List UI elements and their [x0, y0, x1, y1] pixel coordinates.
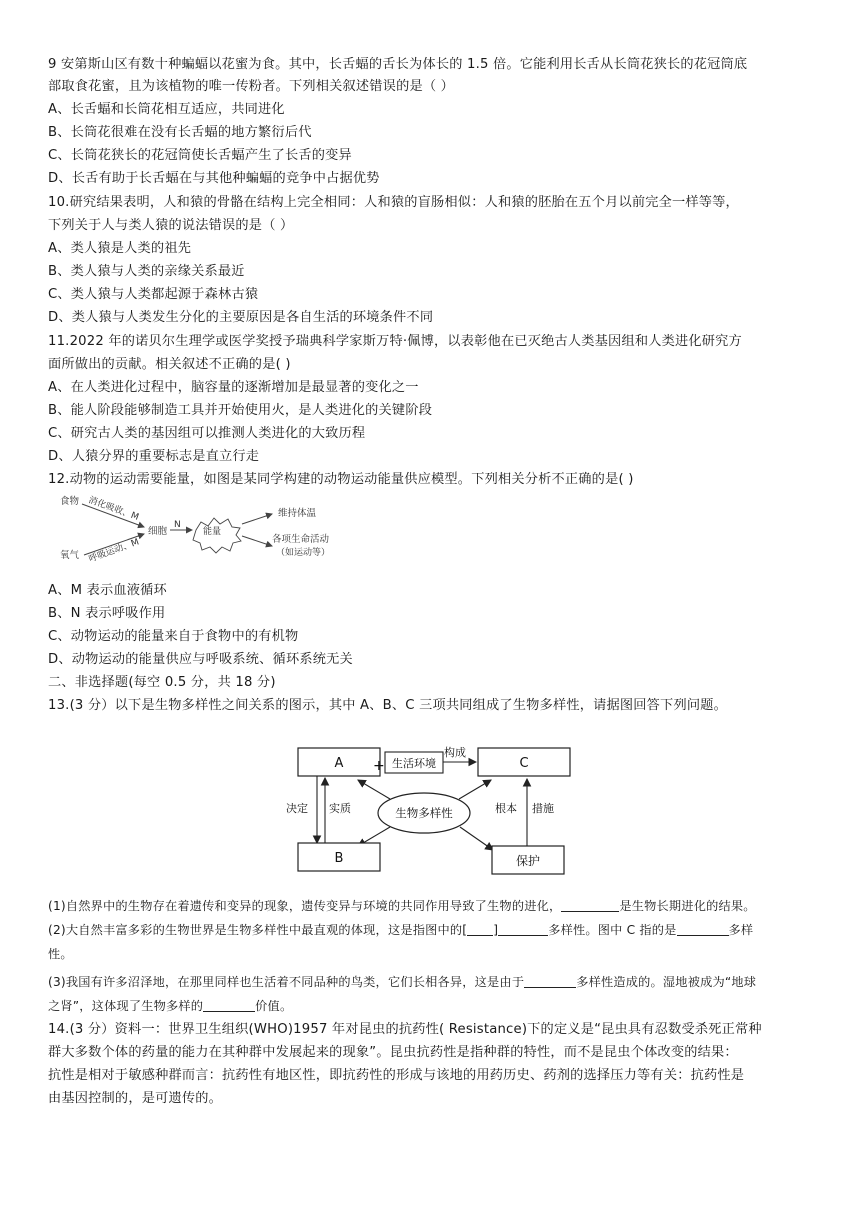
center-to-a-arrow	[358, 780, 390, 799]
q13-sub3-cont	[48, 995, 818, 1017]
q10-option-b: B、类人猿与人类的亲缘关系最近	[48, 264, 245, 279]
measure-label: 措施	[532, 802, 554, 815]
q10-option-c: C、类人猿与人类都起源于森林古猿	[48, 287, 259, 302]
q13-sub3-blank1[interactable]	[524, 973, 576, 988]
q12-stem: 12.动物的运动需要能量，如图是某同学构建的动物运动能量供应模型。下列相关分析不正确的是( )	[48, 472, 634, 487]
q12-option-a: A、M 表示血液循环	[48, 583, 167, 598]
q11-option-c: C、研究古人类的基因组可以推测人类进化的大致历程	[48, 426, 366, 441]
q13-sub2-blank3[interactable]	[677, 921, 729, 936]
box-b-label: B	[334, 851, 344, 866]
compose-label: 构成	[444, 746, 466, 759]
center-to-protect-arrow	[460, 827, 493, 850]
q13-sub1	[48, 895, 818, 917]
protect-label: 保护	[515, 854, 541, 868]
q11-stem-line2: 面所做出的贡献。相关叙述不正确的是( )	[48, 357, 291, 372]
q9-option-c: C、长筒花狭长的花冠筒使长舌蝠产生了长舌的变异	[48, 148, 352, 163]
q13-sub1-text: (1)自然界中的生物存在着遗传和变异的现象，遗传变异与环境的共同作用导致了生物的进化，	[48, 899, 562, 913]
q9-option-d: D、长舌有助于长舌蝠在与其他种蝙蝠的竞争中占据优势	[48, 171, 380, 186]
q14-line3: 抗性是相对于敏感种群而言：抗药性有地区性，即抗药性的形成与该地的用药历史、药剂的选择压力等有关：抗药性是	[48, 1068, 745, 1083]
q11-option-b: B、能人阶段能够制造工具并开始使用火，是人类进化的关键阶段	[48, 403, 433, 418]
essence-label: 实质	[329, 802, 351, 815]
q13-sub2-mid: 多样性。图中 C 指的是	[548, 923, 677, 937]
q13-sub2-end: 多样	[728, 923, 754, 937]
q9-stem-line1: 9 安第斯山区有数十种蝙蝠以花蜜为食。其中，长舌蝠的舌长为体长的 1.5 倍。它能利用长舌从长筒花狭长的花冠筒底	[48, 57, 748, 72]
q13-sub3-blank2[interactable]	[203, 997, 255, 1012]
plus-sign: +	[373, 758, 385, 774]
q13-sub3-text2: 之肾”，这体现了生物多样的	[48, 999, 204, 1013]
q13-stem: 13.(3 分）以下是生物多样性之间关系的图示，其中 A、B、C 三项共同组成了生物多样性，请据图回答下列问题。	[48, 698, 727, 713]
center-label: 生物多样性	[395, 806, 453, 820]
q11-stem-line1: 11.2022 年的诺贝尔生理学或医学奖授予瑞典科学家斯万特·佩博，以表彰他在已灭绝古人类基因组和人类进化研究方	[48, 334, 742, 349]
q13-sub2	[48, 919, 818, 941]
energy-supply-diagram	[58, 492, 358, 570]
q10-stem-line2: 下列关于人与类人猿的说法错误的是（ ）	[48, 218, 294, 233]
q13-sub3-text: (3)我国有许多沼泽地，在那里同样也生活着不同品种的鸟类，它们长相各异，这是由于	[48, 975, 525, 989]
root-label: 根本	[495, 802, 517, 815]
activity-label: 各项生命活动	[272, 534, 330, 545]
q13-sub1-blank[interactable]	[561, 897, 619, 912]
env-label: 生活环境	[392, 757, 436, 770]
q12-option-d: D、动物运动的能量供应与呼吸系统、循环系统无关	[48, 652, 353, 667]
energy-to-temp-arrow	[242, 514, 272, 524]
activity-example-label: （如运动等）	[276, 548, 331, 558]
q9-option-a: A、长舌蝠和长筒花相互适应，共同进化	[48, 102, 285, 117]
cell-label: 细胞	[148, 526, 168, 537]
q14-line4: 由基因控制的，是可遗传的。	[48, 1091, 223, 1106]
center-to-c-arrow	[459, 780, 491, 799]
digest-label: 消化吸收、M	[86, 495, 140, 523]
q10-option-d: D、类人猿与人类发生分化的主要原因是各自生活的环境条件不同	[48, 310, 434, 325]
q14-line2: 群大多数个体的药量的能力在其种群中发展起来的现象”。昆虫抗药性是指种群的特性，而不是昆虫个体改变的结果：	[48, 1045, 738, 1060]
box-c-label: C	[519, 756, 529, 771]
q13-sub2-bracket: ]	[493, 923, 499, 937]
q13-sub1-tail: 是生物长期进化的结果。	[619, 899, 756, 913]
q13-sub2-text: (2)大自然丰富多彩的生物世界是生物多样性中最直观的体现，这是指图中的[	[48, 923, 468, 937]
q9-stem-line2: 部取食花蜜，且为该植物的唯一传粉者。下列相关叙述错误的是（ ）	[48, 79, 455, 94]
q13-sub3	[48, 971, 818, 993]
q10-option-a: A、类人猿是人类的祖先	[48, 241, 192, 256]
q13-sub3-mid: 多样性造成的。湿地被成为“地球	[576, 975, 757, 989]
q13-sub2-blank2[interactable]	[498, 921, 548, 936]
q13-sub2-blank1[interactable]	[467, 921, 493, 936]
food-label: 食物	[60, 496, 80, 507]
q12-option-b: B、N 表示呼吸作用	[48, 606, 166, 621]
n-label: N	[174, 520, 181, 530]
q11-option-a: A、在人类进化过程中，脑容量的逐渐增加是最显著的变化之一	[48, 380, 419, 395]
box-a-label: A	[334, 756, 344, 771]
oxygen-label: 氧气	[60, 550, 80, 561]
q12-option-c: C、动物运动的能量来自于食物中的有机物	[48, 629, 299, 644]
q9-option-b: B、长筒花很难在没有长舌蝠的地方繁衍后代	[48, 125, 312, 140]
q13-sub2-cont: 性。	[48, 947, 73, 961]
q11-option-d: D、人猿分界的重要标志是直立行走	[48, 449, 260, 464]
q10-stem-line1: 10.研究结果表明，人和猿的骨骼在结构上完全相同：人和猿的盲肠相似：人和猿的胚胎在五个月以前完全一样等等，	[48, 195, 739, 210]
biodiversity-diagram	[286, 740, 578, 882]
breath-label: 呼吸运动、M	[87, 537, 141, 565]
energy-label: 能量	[203, 527, 222, 537]
temperature-label: 维持体温	[278, 508, 317, 519]
energy-to-activity-arrow	[242, 536, 272, 546]
section-heading: 二、非选择题(每空 0.5 分，共 18 分)	[48, 675, 276, 690]
decide-label: 决定	[286, 802, 308, 815]
q13-sub3-end: 价值。	[255, 999, 293, 1013]
q14-line1: 14.(3 分）资料一：世界卫生组织(WHO)1957 年对昆虫的抗药性( Resistance)下的定义是“昆虫具有忍数受杀死正常种	[48, 1022, 762, 1037]
